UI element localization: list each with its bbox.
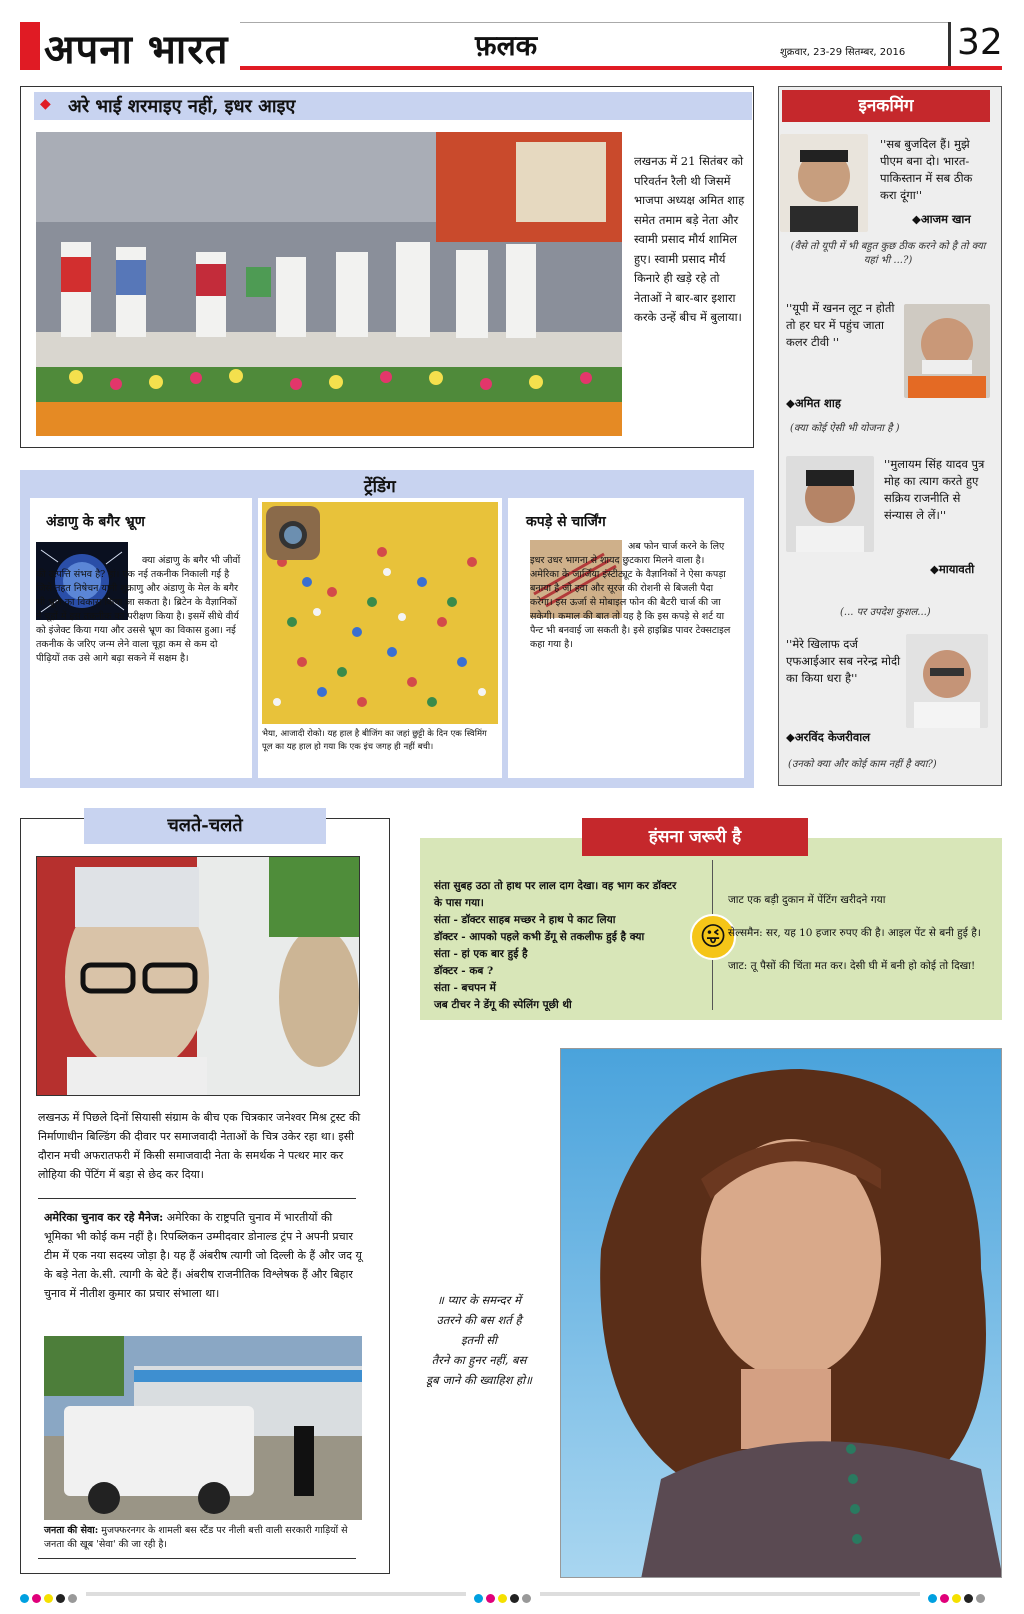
footer-color-dots-right: [928, 1588, 988, 1598]
poem-line: उतरने की बस शर्त है: [436, 1313, 522, 1327]
footer-color-dots-left: [20, 1588, 80, 1598]
top-rule: [240, 22, 950, 23]
joke-left-line: संता - डॉक्टर साहब मच्छर ने हाथ पे काट लिया: [434, 914, 616, 926]
joke-left-line: संता सुबह उठा तो हाथ पर लाल दाग देखा। वह भाग कर डॉक्टर के पास गया।: [434, 880, 677, 909]
newspaper-logo: अपना भारत: [44, 26, 229, 73]
bus-stand-photo: [44, 1336, 362, 1520]
woman-portrait-photo: [560, 1048, 1002, 1578]
poem-line: ॥ प्यार के समन्दर में: [436, 1293, 522, 1307]
bus-caption-text: मुजफ्फरनगर के शामली बस स्टैंड पर नीली बत्ती वाली सरकारी गाड़ियों से जनता की खूब 'सेवा' की जा रही है।: [44, 1525, 348, 1550]
footer-rule-right: [540, 1592, 920, 1596]
chalte-para-1: लखनऊ में पिछले दिनों सियासी संग्राम के बीच एक चित्रकार जनेश्वर मिश्र ट्रस्ट की निर्माणाधीन बिल्डिंग की दीवार पर समाजवादी नेताओं के चित्र उकेर रहा था। इसी दौरान मची अफरातफरी में किसी समाजवादी नेता के समर्थक ने पत्थर मार कर लोहिया की पेंटिंग में बड़ा से छेद कर दिया।: [38, 1111, 361, 1181]
quote-azam: ''सब बुजदिल हैं। मुझे पीएम बना दो। भारत-पाकिस्तान में सब ठीक करा दूंगा'': [880, 137, 973, 202]
kejriwal-photo: [906, 634, 988, 728]
chalte-title-band: [84, 808, 326, 844]
logo-mark: [20, 22, 40, 70]
joke-right-line: जाट एक बड़ी दुकान में पेंटिंग खरीदने गया: [728, 894, 886, 906]
lead-headline: अरे भाई शरमाइए नहीं, इधर आइए: [68, 96, 296, 117]
humour-title-band: [582, 818, 808, 856]
footer-rule-left: [86, 1592, 466, 1596]
quote-amit-author: ◆अमित शाह: [786, 396, 841, 410]
crowded-pool-photo: [262, 502, 498, 724]
poem-line: तैरने का हुनर नहीं, बस: [431, 1353, 527, 1367]
joke-left-line: डॉक्टर - आपको पहले कभी डेंगू से तकलीफ हुई है क्या: [434, 931, 645, 943]
footer-color-dots-center: [474, 1588, 534, 1598]
lead-caption: लखनऊ में 21 सितंबर को परिवर्तन रैली थी जिसमें भाजपा अध्यक्ष अमित शाह समेत तमाम बड़े नेता और स्वामी प्रसाद मौर्य शामिल हुए। स्वामी प्रसाद मौर्य किनारे ही खड़े रहे तो नेताओं ने बार-बार इशारा करके उन्हें बीच में बुलाया।: [634, 154, 745, 324]
chalte-para-2: [44, 1208, 364, 1303]
chalte-para-2-lead: अमेरिका चुनाव कर रहे मैनेज:: [44, 1211, 164, 1224]
rally-stage-photo: [36, 132, 622, 436]
issue-date: शुक्रवार, 23-29 सितम्बर, 2016: [780, 47, 906, 58]
quote-kejriwal-author: ◆अरविंद केजरीवाल: [786, 730, 871, 744]
page-number-separator: [948, 22, 951, 68]
joke-right-line: जाट: तू पैसों की चिंता मत कर। देसी घी में बनी हो कोई तो दिखा!: [728, 960, 976, 972]
pool-caption: भैया, आजादी रोको। यह हाल है बीजिंग का जहां छुट्टी के दिन एक स्विमिंग पूल का यह हाल हो गया कि एक इंच जगह ही नहीं बची।: [262, 729, 487, 752]
bus-caption-lead: जनता की सेवा:: [44, 1525, 99, 1536]
poem-line: इतनी सी: [461, 1333, 497, 1347]
quote-kejriwal-note: (उनको क्या और कोई काम नहीं है क्या?): [788, 759, 937, 770]
joke-left-line: जब टीचर ने डेंगू की स्पेलिंग पूछी थी: [434, 999, 572, 1011]
section-title: फ़लक: [475, 29, 538, 62]
poem-line: डूब जाने की ख्वाहिश हो॥: [425, 1373, 533, 1387]
quote-kejriwal: ''मेरे खिलाफ दर्ज एफआईआर सब नरेन्द्र मोदी का किया धरा है'': [786, 637, 901, 685]
chalte-divider-1: [38, 1198, 356, 1199]
mayawati-photo: [786, 456, 874, 552]
charging-text: अब फोन चार्ज करने के लिए इधर उधर भागना से शायद छुटकारा मिलने वाला है। अमेरिका के जार्जिया इंस्टीट्यूट के वैज्ञानिकों ने ऐसा कपड़ा बनाया है जो हवा और सूरज की रोशनी से बिजली पैदा करेगा। इस ऊर्जा से मोबाइल फोन की बैटरी चार्ज की जा सकेगी। कमाल की बात तो यह है कि इस कपड़े से शर्ट या पैन्ट भी बनवाई जा सकती है। इसे हाइब्रिड पावर टेक्सटाइल कहा गया है।: [530, 541, 731, 650]
joke-left-line: संता - बचपन में: [434, 982, 496, 994]
embryo-text: क्या अंडाणु के बगैर भी जीवों की उत्पत्ति संभव है? हां। एक नई तकनीक निकाली गई है जिसे तहत निषेचन यानी शुक्राणु और अंडाणु के मेल के बगैर भी भ्रूण का विकास किया जा सकता है। ब्रिटेन के वैज्ञानिकों ने चूहों में इस तकनीक का परीक्षण किया है। इसमें सीधे वीर्य को इंजेक्ट किया गया और उससे भ्रूण का विकास हुआ। नई तकनीक के जरिए जन्म लेने वाला चूहा कम से कम दो पीढ़ियों तक उसे आगे बढ़ा सकने में सक्षम है।: [36, 555, 241, 664]
laughing-emoji-icon: 😜: [690, 914, 736, 960]
chalte-divider-2: [38, 1558, 356, 1559]
trending-title: ट्रेंडिंग: [364, 477, 396, 497]
joke-left-line: संता - हां एक बार हुई है: [434, 948, 528, 960]
embryo-title: अंडाणु के बगैर भ्रूण: [46, 514, 145, 530]
humour-title: हंसना जरूरी है: [648, 827, 742, 847]
joke-left-line: डॉक्टर - कब ?: [434, 965, 494, 977]
quote-mayawati: ''मुलायम सिंह यादव पुत्र मोह का त्याग करते हुए सक्रिय राजनीति से संन्यास ले लें।'': [884, 457, 985, 522]
joke-right-line: सेल्समैन: सर, यह 10 हजार रुपए की है। आइल पेंट से बनी हुई है।: [728, 927, 981, 939]
chalte-title: चलते-चलते: [167, 815, 243, 836]
quote-azam-author: ◆आजम खान: [912, 212, 971, 226]
charging-title: कपड़े से चार्जिंग: [526, 514, 606, 530]
lohia-painting-photo: [36, 856, 360, 1096]
masthead-red-rule: [240, 66, 1002, 70]
quote-amit-note: (क्या कोई ऐसी भी योजना है ): [790, 423, 900, 434]
azam-khan-photo: [780, 134, 868, 232]
incoming-title: इनकमिंग: [782, 90, 990, 122]
joke-left: [434, 878, 678, 1014]
bus-caption: [44, 1524, 362, 1552]
chalte-para-2-text: अमेरिका के राष्ट्रपति चुनाव में भारतीयों की भूमिका भी कोई कम नहीं है। रिपब्लिकन उम्मीदवार डोनाल्ड ट्रंप ने अपनी प्रचार टीम में एक नया सदस्य जोड़ा है। यह हैं अंबरीष त्यागी जो दिल्ली के हैं और जद यू के बड़े नेता के.सी. त्यागी के बेटे हैं। अंबरीष राजनीतिक विश्लेषक हैं और बिहार चुनाव में नीतीश कुमार का प्रचार संभाला था।: [44, 1211, 362, 1300]
quote-mayawati-author: ◆मायावती: [930, 562, 975, 576]
quote-mayawati-note: (... पर उपदेश कुशल...): [840, 607, 931, 618]
amit-shah-photo: [904, 304, 990, 398]
bullet-diamond-icon: ◆: [40, 96, 51, 112]
poem: [404, 1290, 554, 1390]
joke-right: [728, 892, 988, 975]
page-number: 32: [957, 22, 1003, 63]
quote-amit: ''यूपी में खनन लूट न होती तो हर घर में पहुंच जाता कलर टीवी '': [786, 301, 895, 349]
quote-azam-note: (वैसे तो यूपी में भी बहुत कुछ ठीक करने को है तो क्या यहां भी ...?): [790, 241, 986, 266]
